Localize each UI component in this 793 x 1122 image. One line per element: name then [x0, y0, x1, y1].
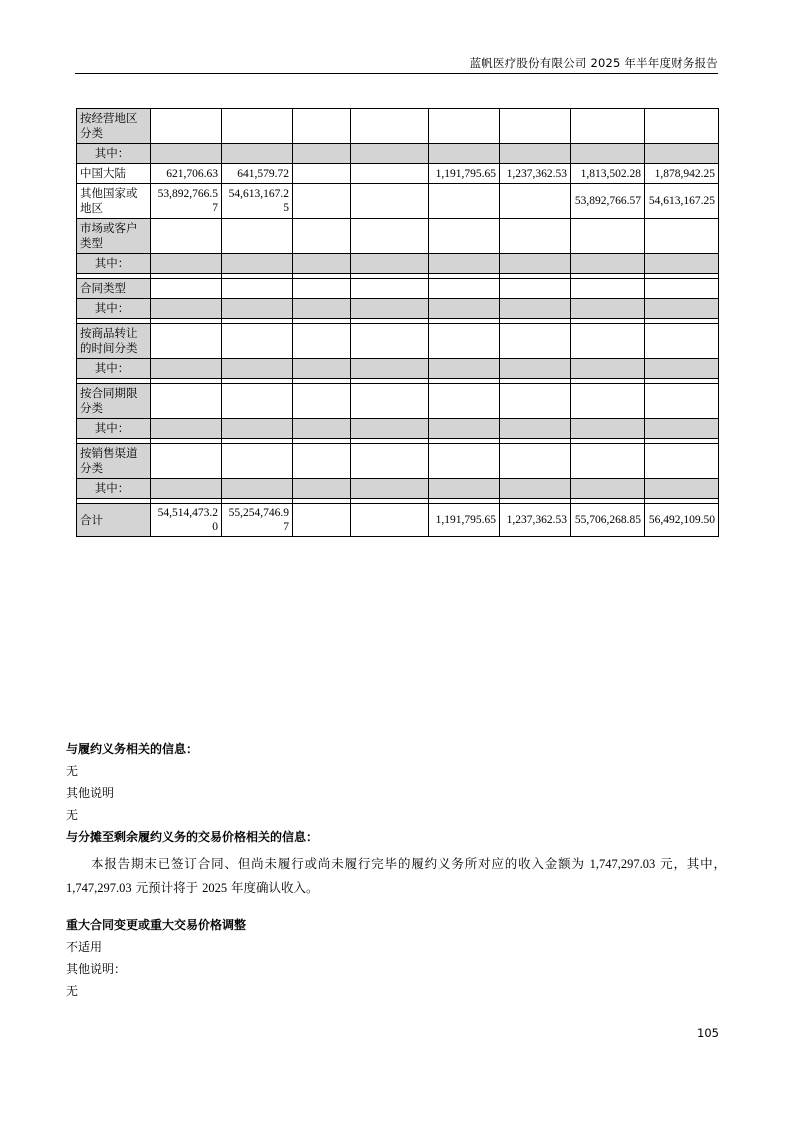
data-cell	[571, 299, 645, 319]
note-value-performance-obligation: 无	[66, 764, 79, 778]
row-label-cell: 其中：	[77, 419, 151, 439]
note-heading-performance-obligation: 与履约义务相关的信息：	[66, 742, 199, 756]
paragraph-segment-3: 元预计将于	[131, 880, 203, 895]
data-cell	[151, 254, 222, 274]
row-label-cell: 其中：	[77, 359, 151, 379]
data-cell: 54,613,167.25	[645, 184, 719, 219]
data-cell	[293, 254, 351, 274]
data-cell	[645, 324, 719, 359]
data-cell	[222, 359, 293, 379]
data-cell	[571, 419, 645, 439]
data-cell	[500, 219, 571, 254]
row-label-cell: 其中：	[77, 254, 151, 274]
data-cell	[351, 384, 429, 419]
paragraph-segment-4: 年度确认收入。	[227, 880, 319, 895]
data-cell	[351, 184, 429, 219]
section-spacer	[66, 906, 726, 914]
data-cell: 1,813,502.28	[571, 164, 645, 184]
table-row	[77, 384, 719, 419]
data-cell	[222, 299, 293, 319]
data-cell	[293, 384, 351, 419]
note-value-other-explanation-1: 无	[66, 808, 79, 822]
data-cell	[571, 479, 645, 499]
data-cell	[351, 419, 429, 439]
data-cell: 54,613,167.25	[222, 184, 293, 219]
data-cell	[645, 279, 719, 299]
data-cell	[293, 479, 351, 499]
data-cell	[222, 419, 293, 439]
data-cell	[645, 144, 719, 164]
notes-section	[66, 738, 726, 1002]
row-label-cell: 中国大陆	[77, 164, 151, 184]
data-cell	[293, 419, 351, 439]
data-cell	[293, 144, 351, 164]
row-label-cell: 其中：	[77, 144, 151, 164]
header-divider	[75, 73, 718, 74]
data-cell	[429, 254, 500, 274]
table-row	[77, 419, 719, 439]
data-cell	[571, 144, 645, 164]
data-cell: 54,514,473.20	[151, 504, 222, 537]
obligation-amount-2: 1,747,297.03	[66, 881, 132, 895]
data-cell: 1,191,795.65	[429, 504, 500, 537]
data-cell	[645, 254, 719, 274]
table-row	[77, 504, 719, 537]
note-value-other-explanation-2: 无	[66, 984, 79, 998]
data-cell	[222, 444, 293, 479]
table-row	[77, 144, 719, 164]
data-cell	[645, 479, 719, 499]
running-title: 蓝帆医疗股份有限公司 2025 年半年度财务报告	[469, 56, 718, 70]
page-header	[75, 55, 718, 74]
table-row	[77, 299, 719, 319]
data-cell	[222, 279, 293, 299]
data-cell	[500, 144, 571, 164]
data-cell	[500, 384, 571, 419]
obligation-amount-1: 1,747,297.03	[589, 857, 656, 871]
table-row	[77, 184, 719, 219]
data-cell	[293, 164, 351, 184]
row-label-cell: 市场或客户类型	[77, 219, 151, 254]
data-cell	[351, 479, 429, 499]
data-cell	[293, 219, 351, 254]
data-cell	[293, 299, 351, 319]
data-cell	[351, 144, 429, 164]
table-row	[77, 219, 719, 254]
data-cell	[500, 419, 571, 439]
data-cell	[293, 444, 351, 479]
data-cell	[351, 504, 429, 537]
data-cell	[571, 444, 645, 479]
row-label-cell: 其中：	[77, 299, 151, 319]
data-cell	[351, 219, 429, 254]
data-cell	[151, 444, 222, 479]
paragraph-segment-1: 本报告期末已签订合同、但尚未履行或尚未履行完毕的履约义务所对应的收入金额为	[91, 856, 590, 871]
table-row	[77, 324, 719, 359]
data-cell	[351, 109, 429, 144]
data-cell	[429, 299, 500, 319]
data-cell	[500, 279, 571, 299]
data-cell	[222, 109, 293, 144]
note-heading-other-explanation-1: 其他说明	[66, 786, 115, 800]
data-cell	[429, 419, 500, 439]
data-cell	[222, 144, 293, 164]
recognition-year: 2025	[202, 881, 228, 895]
table-row	[77, 254, 719, 274]
data-cell	[293, 184, 351, 219]
data-cell	[351, 359, 429, 379]
data-cell	[151, 219, 222, 254]
data-cell: 621,706.63	[151, 164, 222, 184]
data-cell	[571, 109, 645, 144]
data-cell	[351, 444, 429, 479]
data-cell	[571, 219, 645, 254]
data-cell	[429, 324, 500, 359]
data-cell	[151, 324, 222, 359]
data-cell	[222, 384, 293, 419]
data-cell	[293, 324, 351, 359]
table-row	[77, 444, 719, 479]
row-label-cell: 按合同期限分类	[77, 384, 151, 419]
row-label-cell: 其他国家或地区	[77, 184, 151, 219]
data-cell: 1,191,795.65	[429, 164, 500, 184]
data-cell	[429, 109, 500, 144]
data-cell	[571, 384, 645, 419]
data-cell	[151, 299, 222, 319]
table-row	[77, 109, 719, 144]
row-label-cell: 按商品转让的时间分类	[77, 324, 151, 359]
data-cell	[293, 504, 351, 537]
row-label-cell: 其中：	[77, 479, 151, 499]
data-cell	[351, 164, 429, 184]
table-row	[77, 479, 719, 499]
data-cell	[500, 324, 571, 359]
data-cell	[429, 479, 500, 499]
data-cell: 55,254,746.97	[222, 504, 293, 537]
data-cell	[222, 254, 293, 274]
revenue-breakdown-table	[76, 108, 719, 537]
remaining-obligation-paragraph	[66, 852, 726, 900]
data-cell	[293, 109, 351, 144]
data-cell	[151, 359, 222, 379]
data-cell	[500, 444, 571, 479]
data-cell	[645, 109, 719, 144]
data-cell	[500, 359, 571, 379]
data-cell	[500, 479, 571, 499]
note-heading-other-explanation-2: 其他说明：	[66, 962, 127, 976]
data-cell	[429, 384, 500, 419]
data-cell: 53,892,766.57	[571, 184, 645, 219]
page-number: 105	[697, 1026, 719, 1040]
data-cell	[351, 299, 429, 319]
data-cell	[351, 279, 429, 299]
data-cell	[645, 444, 719, 479]
data-cell: 641,579.72	[222, 164, 293, 184]
note-heading-major-contract-change: 重大合同变更或重大交易价格调整	[66, 918, 247, 932]
note-heading-remaining-obligation: 与分摊至剩余履约义务的交易价格相关的信息：	[66, 830, 319, 844]
data-cell	[500, 254, 571, 274]
data-cell	[500, 299, 571, 319]
data-cell: 53,892,766.57	[151, 184, 222, 219]
data-cell	[500, 109, 571, 144]
data-cell	[571, 324, 645, 359]
data-cell: 1,878,942.25	[645, 164, 719, 184]
data-cell	[293, 279, 351, 299]
data-cell	[645, 219, 719, 254]
data-cell: 55,706,268.85	[571, 504, 645, 537]
table-body	[77, 109, 719, 537]
row-label-cell: 按经营地区分类	[77, 109, 151, 144]
data-cell	[222, 324, 293, 359]
paragraph-segment-2: 元，其中，	[655, 856, 726, 871]
data-cell	[429, 184, 500, 219]
data-cell	[151, 279, 222, 299]
data-cell: 1,237,362.53	[500, 164, 571, 184]
data-cell: 56,492,109.50	[645, 504, 719, 537]
data-cell	[351, 324, 429, 359]
data-cell	[151, 419, 222, 439]
data-cell	[429, 279, 500, 299]
row-label-cell: 合同类型	[77, 279, 151, 299]
data-cell	[222, 219, 293, 254]
row-label-cell: 合计	[77, 504, 151, 537]
data-cell	[429, 144, 500, 164]
note-value-major-contract-change: 不适用	[66, 940, 103, 954]
data-cell	[429, 359, 500, 379]
data-cell: 1,237,362.53	[500, 504, 571, 537]
data-cell	[429, 219, 500, 254]
table-row	[77, 359, 719, 379]
table-row	[77, 164, 719, 184]
data-cell	[293, 359, 351, 379]
data-cell	[645, 384, 719, 419]
data-cell	[222, 479, 293, 499]
data-cell	[571, 254, 645, 274]
table-row	[77, 279, 719, 299]
data-cell	[571, 359, 645, 379]
row-label-cell: 按销售渠道分类	[77, 444, 151, 479]
data-cell	[645, 359, 719, 379]
data-cell	[500, 184, 571, 219]
data-cell	[645, 299, 719, 319]
data-cell	[351, 254, 429, 274]
data-cell	[151, 384, 222, 419]
data-cell	[151, 479, 222, 499]
data-cell	[645, 419, 719, 439]
data-cell	[151, 144, 222, 164]
data-cell	[571, 279, 645, 299]
revenue-breakdown-table-container	[76, 108, 718, 537]
data-cell	[151, 109, 222, 144]
data-cell	[429, 444, 500, 479]
